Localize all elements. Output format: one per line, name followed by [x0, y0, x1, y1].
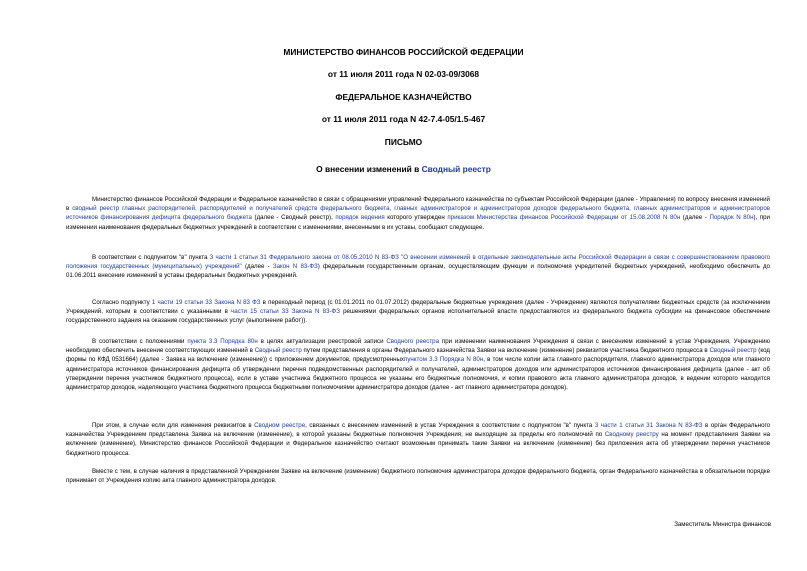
treasury-title: ФЕДЕРАЛЬНОЕ КАЗНАЧЕЙСТВО	[335, 92, 472, 102]
subject-prefix: О внесении изменений в	[316, 164, 422, 174]
text: путем представления в органы Федерального казначейства Заявки на включение (изменение) реквизитов участника бюджетного процесса в	[301, 347, 710, 355]
paragraph-2	[66, 253, 770, 281]
text: в орган Федерального казначейства Учреждением представлена Заявка на включение (изменение), в которой указаны бюджетные полномочия Учреждения, не выходящие за пределы его полномочий по	[66, 422, 771, 439]
text: на момент представления Заявки на включение (изменение), Министерство финансов Российской Федерации и Федеральное казначейство считают возможным принимать такие Заявки на включение (изменение) без приложения акта об утверждении перечня участников бюджетного процесса.	[66, 431, 770, 457]
link-svodnogo-reestra[interactable]: Сводного реестра	[386, 338, 440, 345]
subject-link-svodny-reestr[interactable]: Сводный реестр	[421, 164, 491, 174]
text: в переходный период (с 01.01.2011 по 01.07.2012) федеральные бюджетные учреждения (далее - Учреждение) являются получателями бюджетных средств (за исключением Учреждений, которым в соответствии с указанными в	[66, 299, 770, 316]
text: (далее -	[241, 263, 273, 271]
link-svodnom-reestre[interactable]: Сводном реестре	[254, 422, 306, 429]
link-svodny-reestr[interactable]: сводный реестр главных распорядителей, распорядителей и получателей средств федерального бюджета, главных администраторов и администраторов доходов федерального бюджета, главных администраторов и администраторов источников финансирования дефицита федерального бюджета	[66, 205, 770, 222]
link-punkt-3-3[interactable]: пункта 3.3 Порядка 80н	[187, 338, 258, 345]
link-art-31-83fz[interactable]: 3 части 1 статьи 31 Закона N 83-ФЗ	[594, 422, 703, 429]
link-svodnomu-reestru[interactable]: Сводному реестру	[604, 431, 659, 439]
text: (далее - Сводный реестр),	[251, 214, 336, 222]
signature: Заместитель Министра финансов	[674, 521, 771, 528]
ministry-date: от 11 июля 2011 года N 02-03-09/3068	[327, 69, 480, 79]
text: (далее -	[680, 214, 710, 222]
document-subject	[0, 164, 807, 174]
text: ) федеральным государственным органам, осуществляющим функции и полномочия учредителей бюджетных учреждений, необходимо обеспечить до 01.06.2011 внесение изменений в уставы федеральных бюджетных учреждений.	[66, 263, 770, 280]
link-poryadok-80n[interactable]: Порядок N 80н	[709, 214, 754, 222]
text: решениями федеральных органов исполнительной власти предоставляются из федерального бюджета субсидии на финансовое обеспечение государственного задания на оказание государственных услуг (выполнение работ)).	[66, 308, 770, 325]
link-zakon-83fz[interactable]: Закон N 83-ФЗ	[272, 263, 318, 271]
link-part-15-art-33[interactable]: части 15 статьи 33 Закона N 83-ФЗ	[231, 308, 340, 316]
text: В соответствии с подпунктом "в" пункта	[92, 254, 210, 261]
text: Вместе с тем, в случае наличия в представленной Учреждением Заявке на включение (изменение) бюджетного полномочия администратора доходов федерального бюджета, орган Федерального казначейства в обязательном порядке принимает от Учреждения копию акта главного администратора доходов.	[66, 468, 770, 485]
link-svodny-reestr-3[interactable]: Сводный реестр	[709, 347, 757, 355]
paragraph-6	[66, 467, 770, 485]
paragraph-3	[66, 298, 770, 326]
treasury-date: от 11 июля 2011 года N 42-7.4-05/1.5-467	[321, 114, 486, 124]
link-svodny-reestr-2[interactable]: Сводный реестр	[254, 347, 302, 355]
link-part-19-art-33[interactable]: 1 части 19 статьи 33 Закона N 83 ФЗ	[151, 299, 261, 306]
text: При этом, в случае если для изменения реквизитов в	[92, 422, 255, 429]
link-punkt-3-3-80n[interactable]: пунктом 3.3 Порядка N 80н	[404, 356, 484, 364]
text: при изменении наименования Учреждения в связи с внесением изменений в устав Учреждения, Учреждению необходимо обеспечить внесение соответствующих изменений в	[66, 338, 770, 355]
paragraph-5	[66, 421, 770, 458]
paragraph-4	[66, 337, 770, 392]
link-federal-law-83fz[interactable]: 3 части 1 статьи 31 Федерального закона от 08.05.2010 N 83-ФЗ "О внесении изменений в отдельные законодательные акты Российской Федерации в связи с совершенствованием правового положения государственных (муниципальных) учреждений"	[66, 254, 771, 271]
ministry-title: МИНИСТЕРСТВО ФИНАНСОВ РОССИЙСКОЙ ФЕДЕРАЦИИ	[283, 47, 524, 57]
text: которого утвержден	[384, 214, 448, 222]
text: , в том числе копии акта главного распорядителя, главного администратора доходов или главного администратора источников финансирования дефицита об утверждении перечня подведомственных распорядителей и получателей, администраторов доходов или администраторов источников финансирования дефицита (далее - акт об утверждении перечня участников бюджетного процесса), если в уставе участника бюджетного процесса не указаны его бюджетные полномочия, и копии правового акта главного администратора доходов, в ведении которого находится администратор доходов, наделяющего участника бюджетного процесса бюджетными полномочиями администратора доходов (далее - акт главного администратора доходов).	[66, 356, 771, 392]
text: (код формы по КФД 0531664) (далее - Заявка на включение (изменение)) с приложением документов, предусмотренных	[66, 347, 770, 364]
text: Согласно подпункту	[92, 299, 152, 306]
text: В соответствии с положениями	[92, 338, 188, 345]
text: в целях актуализации реестровой записи	[257, 338, 387, 345]
document-type: ПИСЬМО	[384, 137, 423, 147]
link-prikaz-80n[interactable]: приказом Министерства финансов Российской Федерации от 15.08.2008 N 80н	[447, 214, 681, 222]
link-poryadok-vedeniya[interactable]: порядок ведения	[335, 214, 385, 222]
text: , связанных с внесением изменений в устав Учреждения в соответствии с подпунктом "в" пункта	[305, 422, 595, 429]
paragraph-1	[66, 195, 770, 232]
text: Министерство финансов Российской Федерации и Федеральное казначейство в связи с обращениями управлений Федерального казначейства по субъектам Российской Федерации (далее - Управления) по вопросу внесения изменений в	[66, 196, 770, 213]
text: ), при изменении наименования федеральных бюджетных учреждений в соответствии с изменениями, внесенными в их уставы, сообщают следующее.	[66, 214, 770, 231]
